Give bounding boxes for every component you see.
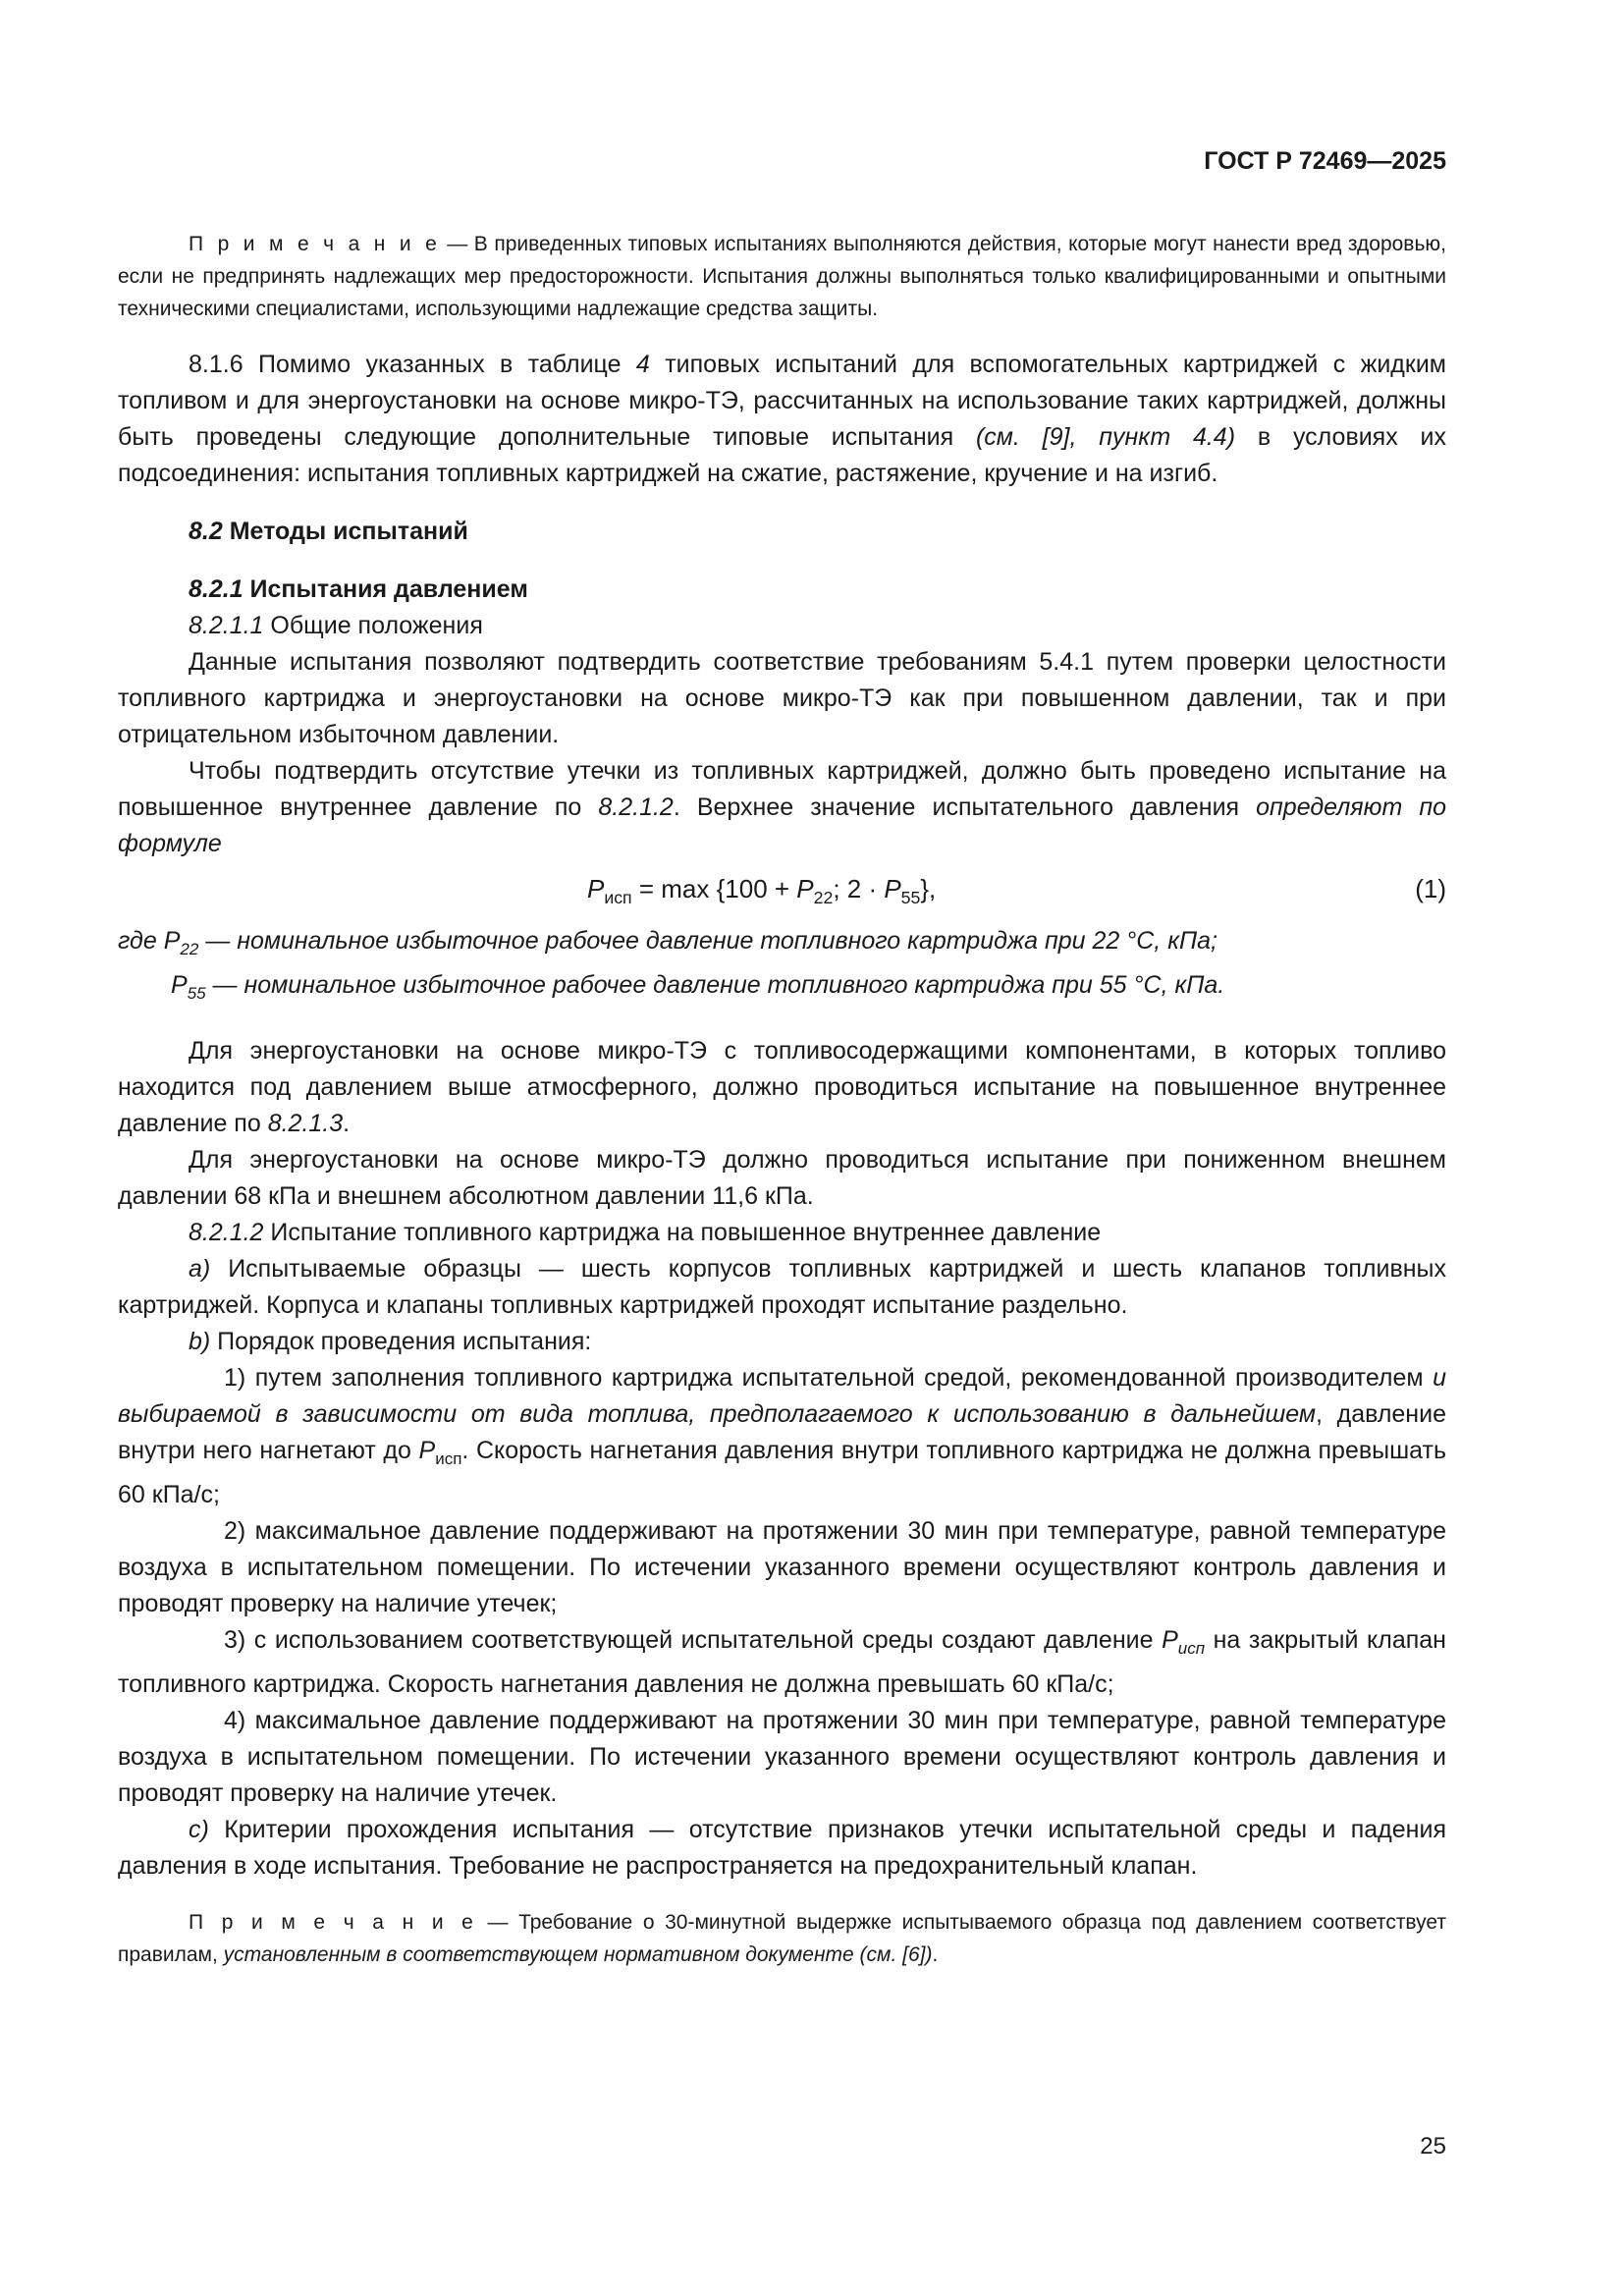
section-8-2-1-number: 8.2.1	[189, 575, 243, 603]
step-1: 1) путем заполнения топливного картриджа испытательной средой, рекомендованной производителем и выбираемой в зависимости от вида топлива, предполагаемого к использованию в дальнейшем, давление внутри него нагнетают до $P_{исп}$. Скорость нагнетания давления внутри топливного картриджа не должна превышать 60 кПа/с;	[118, 1364, 1446, 1508]
table-ref: 4	[635, 351, 650, 378]
clause-8-1-6-text-a: 8.1.6 Помимо указанных в таблице	[189, 351, 636, 378]
clause-8-1-6-text-c: типовых испытаний для вспомогательных картриджей с жидким топливом и для энергоустановки на основе микро-ТЭ, рассчитанных на использование таких картриджей, должны быть проведены следующие дополнительные типовые испытания	[118, 351, 1446, 451]
item-c	[118, 1812, 1446, 1885]
note-1-label: П р и м е ч а н и е	[189, 233, 441, 255]
paragraph-2-text-c: . Верхнее значение испытательного давления	[673, 793, 1257, 821]
section-8-2-heading	[118, 514, 1446, 550]
paragraph-1: Данные испытания позволяют подтвердить соответствие требованиям 5.4.1 путем проверки целостности топливного картриджа и энергоустановки на основе микро-ТЭ как при повышенном давлении, так и при отрицательном избыточном давлении.	[118, 648, 1446, 748]
reference-9: (см. [9], пункт 4.4)	[975, 423, 1236, 451]
section-8-2-1-2-heading	[118, 1215, 1446, 1251]
paragraph-2-text-d: определяют по формуле	[118, 793, 1446, 857]
item-b-label: b)	[189, 1328, 211, 1355]
paragraph-2-text-a: Чтобы подтвердить отсутствие утечки из топливных картриджей, должно быть проведено испытание на повышенное внутреннее давление по	[118, 757, 1446, 821]
paragraph-3-text-a: Для энергоустановки на основе микро-ТЭ с топливосодержащими компонентами, в которых топливо находится под давлением выше атмосферного, должно проводиться испытание на повышенное внутреннее давление по	[118, 1037, 1446, 1137]
paragraph-3: Для энергоустановки на основе микро-ТЭ с топливосодержащими компонентами, в которых топливо находится под давлением выше атмосферного, должно проводиться испытание на повышенное внутреннее давление по 8.2.1.3.	[118, 1037, 1446, 1137]
clause-8-1-6-text-e: в условиях их подсоединения: испытания топливных картриджей на сжатие, растяжение, кручение и на изгиб.	[118, 423, 1446, 487]
note-2-label: П р и м е ч а н и е	[189, 1911, 477, 1934]
note-1	[118, 228, 1446, 325]
formula-number: (1)	[1415, 874, 1446, 903]
step-3: 3) с использованием соответствующей испытательной среды создают давление $P_{исп}$ на закрытый клапан топливного картриджа. Скорость нагнетания давления не должна превышать 60 кПа/с;	[118, 1626, 1446, 1698]
item-c-text: Критерии прохождения испытания — отсутствие признаков утечки испытательной среды и падения давления в ходе испытания. Требование не распространяется на предохранительный клапан.	[118, 1816, 1446, 1880]
page-content	[118, 228, 1446, 1971]
item-c-label: c)	[189, 1816, 209, 1843]
paragraph-2	[118, 753, 1446, 862]
item-a	[118, 1251, 1446, 1324]
clause-ref-8-2-1-3: 8.2.1.3	[267, 1110, 344, 1137]
section-8-2-1-2-number: 8.2.1.2	[189, 1219, 264, 1246]
section-8-2-1-1-heading	[118, 608, 1446, 644]
note-1-text: — В приведенных типовых испытаниях выполняются действия, которые могут нанести вред здоровью, если не предпринять надлежащих мер предосторожности. Испытания должны выполняться только квалифицированными и опытными техническими специалистами, использующими надлежащие средства защиты.	[118, 233, 1446, 320]
formula-expression: $P_{исп} = \max \{100 + P_{22}$; $2 \cdot P_{55}$},	[587, 874, 937, 908]
item-b	[118, 1324, 1446, 1360]
page-number: 25	[1420, 2133, 1446, 2159]
formula-1	[118, 862, 1446, 923]
document-standard-header: ГОСТ Р 72469—2025	[1204, 147, 1446, 175]
step-4: 4) максимальное давление поддерживают на протяжении 30 мин при температуре, равной температуре воздуха в испытательном помещении. По истечении указанного времени осуществляют контроль давления и проводят проверку на наличие утечек.	[118, 1707, 1446, 1807]
step-2: 2) максимальное давление поддерживают на протяжении 30 мин при температуре, равной температуре воздуха в испытательном помещении. По истечении указанного времени осуществляют контроль давления и проводят проверку на наличие утечек;	[118, 1517, 1446, 1617]
clause-ref-8-2-1-2: 8.2.1.2	[598, 793, 674, 821]
reference-6: установленным в соответствующем нормативном документе (см. [6])	[223, 1943, 933, 1966]
section-8-2-1-title: Испытания давлением	[243, 575, 528, 603]
legend-p22: где $P_{22}$ — номинальное избыточное рабочее давление топливного картриджа при 22 °C, кПа;	[118, 927, 1217, 958]
note-2: П р и м е ч а н и е — Требование о 30-минутной выдержке испытываемого образца под давлением соответствует правилам, установленным в соответствующем нормативном документе (см. [6]).	[118, 1911, 1446, 1966]
legend-p55: $P_{55}$ — номинальное избыточное рабочее давление топливного картриджа при 55 °C, кПа.	[171, 971, 1225, 1003]
paragraph-4: Для энергоустановки на основе микро-ТЭ должно проводиться испытание при пониженном внешнем давлении 68 кПа и внешнем абсолютном давлении 11,6 кПа.	[118, 1146, 1446, 1210]
clause-8-1-6	[118, 347, 1446, 492]
note-2-text-a: — Требование о 30-минутной выдержке испытываемого образца под давлением соответствует правилам,	[118, 1911, 1446, 1966]
item-a-label: a)	[189, 1255, 211, 1283]
section-8-2-1-2-title: Испытание топливного картриджа на повышенное внутреннее давление	[263, 1219, 1102, 1246]
section-8-2-number: 8.2	[189, 518, 223, 545]
section-8-2-1-1-number: 8.2.1.1	[189, 612, 264, 639]
section-8-2-1-heading	[118, 572, 1446, 608]
item-b-text: Порядок проведения испытания:	[210, 1328, 592, 1355]
section-8-2-1-1-title: Общие положения	[263, 612, 483, 639]
formula-legend	[118, 923, 1446, 1011]
item-a-text: Испытываемые образцы — шесть корпусов топливных картриджей и шесть клапанов топливных картриджей. Корпуса и клапаны топливных картриджей проходят испытание раздельно.	[118, 1255, 1446, 1319]
section-8-2-title: Методы испытаний	[222, 518, 468, 545]
